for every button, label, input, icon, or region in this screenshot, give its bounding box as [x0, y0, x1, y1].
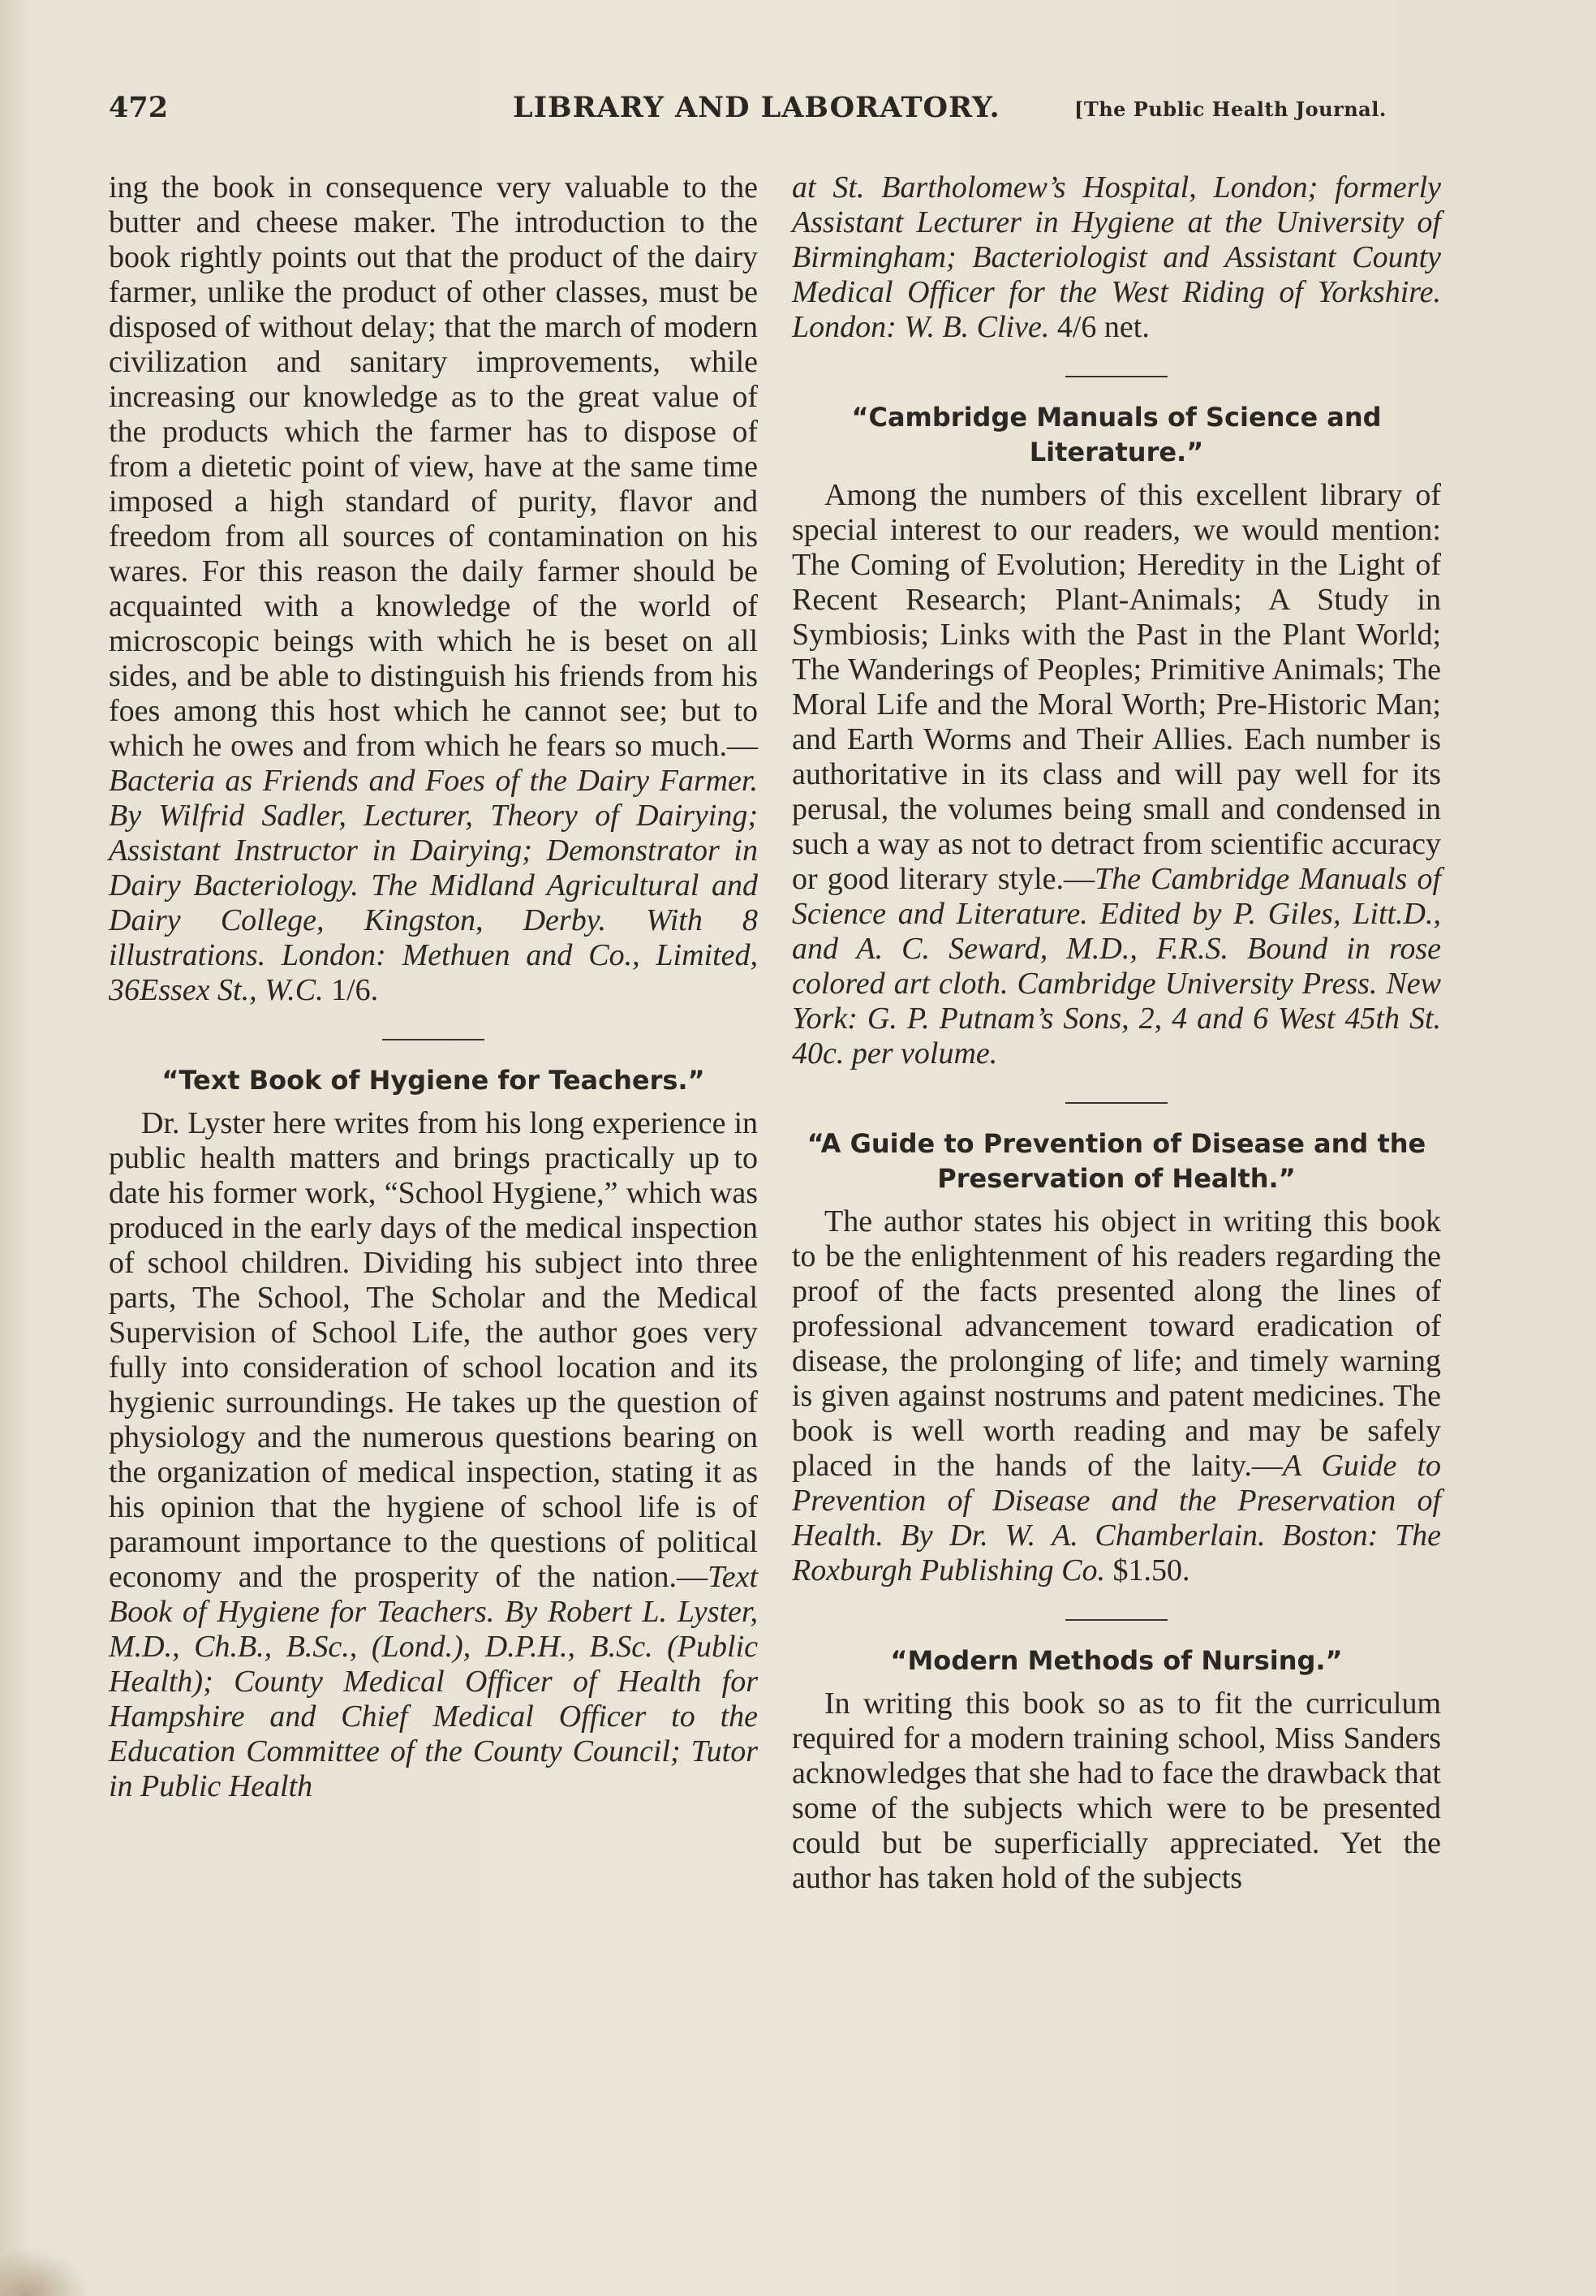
- hygiene-price: 4/6 net.: [1049, 310, 1150, 344]
- section-divider: [1065, 1102, 1168, 1104]
- guide-price: $1.50.: [1104, 1553, 1190, 1587]
- nursing-section-title: “Modern Methods of Nursing.”: [890, 1645, 1343, 1676]
- guide-review-text: The author states his object in writing this book to be the enlightenment of his readers regarding the proof of the facts presented along the lines of professional advancement toward eradication of disease, the prolonging of life; and timely warning is given against nostrums and patent medicines. The book is well worth reading and may be safely placed in the hands of the laity.—: [792, 1204, 1441, 1483]
- section-divider: [1065, 1619, 1168, 1621]
- hygiene-citation-continued: [792, 170, 1441, 345]
- cambridge-review-citation: The Cambridge Manuals of Science and Literature. Edited by P. Giles, Litt.D., and A. C. Seward, M.D., F.R.S. Bound in rose colored art cloth. Cambridge University Press. New York: G. P. Putnam’s Sons, 2, 4 and 6 West 45th St. 40c. per volume.: [792, 862, 1442, 1070]
- cambridge-review-paragraph: [792, 478, 1441, 1071]
- journal-name: [The Public Health Journal.: [1074, 97, 1387, 121]
- page-header: [109, 91, 1442, 131]
- hygiene-review-paragraph: [109, 1106, 758, 1804]
- left-column: [109, 170, 758, 1804]
- section-divider: [382, 1039, 484, 1040]
- nursing-review-paragraph: [792, 1686, 1441, 1896]
- nursing-review-text: In writing this book so as to fit the curriculum required for a modern training school, Miss Sanders acknowledges that she had to face the drawback that some of the subjects which were to be presented could but be superficially appreciated. Yet the author has taken hold of the subjects: [792, 1686, 1441, 1895]
- dairy-review-text: ing the book in consequence very valuable to the butter and cheese maker. The introduction to the book rightly points out that the product of the dairy farmer, unlike the product of other classes, must be disposed of without delay; that the march of modern civilization and sanitary improvements, while increasing our knowledge as to the great value of the products which the farmer has to dispose of from a dietetic point of view, have at the same time imposed a high standard of purity, flavor and freedom from all sources of contamination on his wares. For this reason the daily farmer should be acquainted with a knowledge of the world of microscopic beings with which he is beset on all sides, and be able to distinguish his friends from his foes among this host which he cannot see; but to which he owes and from which he fears so much.—: [109, 170, 758, 763]
- running-title: LIBRARY AND LABORATORY.: [513, 91, 1000, 124]
- hygiene-citation-cont: at St. Bartholomew’s Hospital, London; formerly Assistant Lecturer in Hygiene at the University of Birmingham; Bacteriologist and Assistant County Medical Officer for the West Riding of Yorkshire. London: W. B. Clive.: [792, 170, 1441, 344]
- dairy-review-price: 1/6.: [323, 973, 379, 1007]
- guide-review-citation: A Guide to Prevention of Disease and the Preservation of Health. By Dr. W. A. Chamberlain. Boston: The Roxburgh Publishing Co.: [792, 1449, 1441, 1587]
- guide-review-paragraph: [792, 1204, 1441, 1588]
- section-divider: [1065, 376, 1168, 377]
- dairy-review-paragraph: [109, 170, 758, 1008]
- hygiene-review-citation: Text Book of Hygiene for Teachers. By Robert L. Lyster, M.D., Ch.B., B.Sc., (Lond.), D.P.H., B.Sc. (Public Health); County Medical Officer of Health for Hampshire and Chief Medical Officer to the Education Committee of the County Council; Tutor in Public Health: [109, 1560, 758, 1803]
- cambridge-section-title: “Cambridge Manuals of Science and Literature.”: [851, 402, 1382, 467]
- right-column: [792, 170, 1441, 1896]
- page-corner-shadow: [0, 2247, 89, 2296]
- hygiene-review-text: Dr. Lyster here writes from his long experience in public health matters and brings practically up to date his former work, “School Hygiene,” which was produced in the early days of the medical inspection of school children. Dividing his subject into three parts, The School, The Scholar and the Medical Supervision of School Life, the author goes very fully into consideration of school location and its hygienic surroundings. He takes up the question of physiology and the numerous questions bearing on the organization of medical inspection, stating it as his opinion that the hygiene of school life is of paramount importance to the questions of political economy and the prosperity of the nation.—: [109, 1106, 758, 1594]
- guide-section-title: “A Guide to Prevention of Disease and the Preservation of Health.”: [807, 1128, 1426, 1194]
- cambridge-review-text: Among the numbers of this excellent library of special interest to our readers, we would mention: The Coming of Evolution; Heredity in the Light of Recent Research; Plant-Animals; A Study in Symbiosis; Links with the Past in the Plant World; The Wanderings of Peoples; Primitive Animals; The Moral Life and the Moral Worth; Pre-Historic Man; and Earth Worms and Their Allies. Each number is authoritative in its class and will pay well for its perusal, the volumes being small and condensed in such a way as not to detract from scientific accuracy or good literary style.—: [792, 478, 1441, 896]
- dairy-review-citation: Bacteria as Friends and Foes of the Dairy Farmer. By Wilfrid Sadler, Lecturer, Theory of Dairying; Assistant Instructor in Dairying; Demonstrator in Dairy Bacteriology. The Midland Agricultural and Dairy College, Kingston, Derby. With 8 illustrations. London: Methuen and Co., Limited, 36Essex St., W.C.: [109, 764, 758, 1007]
- page-number: 472: [109, 91, 169, 124]
- hygiene-section-title: “Text Book of Hygiene for Teachers.”: [161, 1065, 705, 1096]
